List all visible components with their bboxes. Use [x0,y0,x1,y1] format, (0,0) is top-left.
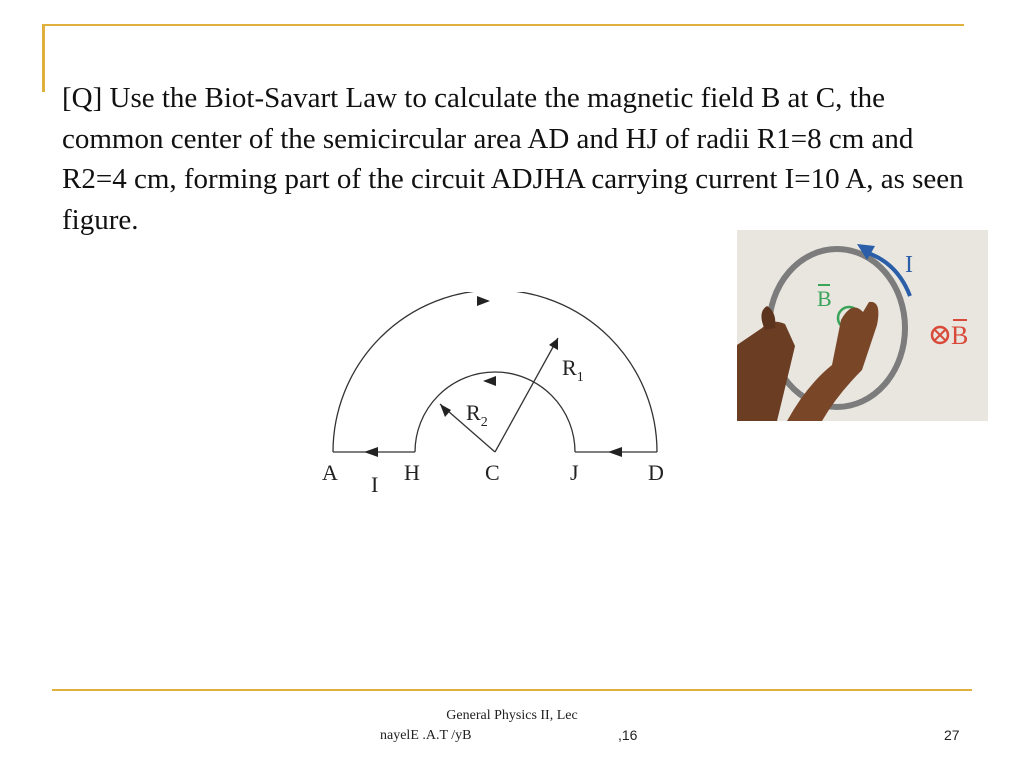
photo-into-page-label: B [951,321,969,350]
label-r2 [466,400,488,430]
current-arrow-right [608,447,622,457]
circuit-diagram [318,292,678,502]
footer-course: General Physics II, Lec [446,708,578,723]
label-h: H [404,460,420,485]
label-r2-sub: 2 [480,415,488,430]
question-text: [Q] Use the Biot-Savart Law to calculate the magnetic field B at C, the common center of the semicircular area AD and HJ of radii R1=8 cm and R2=4 cm, forming part of the circuit ADJHA carrying current I=10 A, as seen figure. [62,82,964,236]
r2-arrowhead [440,404,451,417]
label-current: I [371,472,379,497]
r1-arrowhead [549,338,558,350]
footer-author: nayelE .A.T /yB [380,728,472,743]
page-number: 27 [944,727,960,743]
header-rule [42,24,964,26]
label-r1-sub: 1 [576,370,584,385]
footer-rule [52,689,972,691]
label-r2-main: R [466,400,481,425]
right-hand-rule-photo [737,230,988,421]
radius-r1-line [495,338,558,452]
label-a: A [322,460,338,485]
photo-current-label: I [905,252,913,278]
label-r1 [562,355,584,385]
label-d: D [648,460,664,485]
inner-arc-arrow [483,376,496,386]
header-accent-bar [42,24,45,92]
label-j: J [570,460,579,485]
footer-year: ,16 [618,727,638,743]
outer-arc-arrow [477,296,490,306]
current-arrow-left [364,447,378,457]
label-c: C [485,460,500,485]
photo-b-field-label: B [817,286,832,311]
label-r1-main: R [562,355,577,380]
